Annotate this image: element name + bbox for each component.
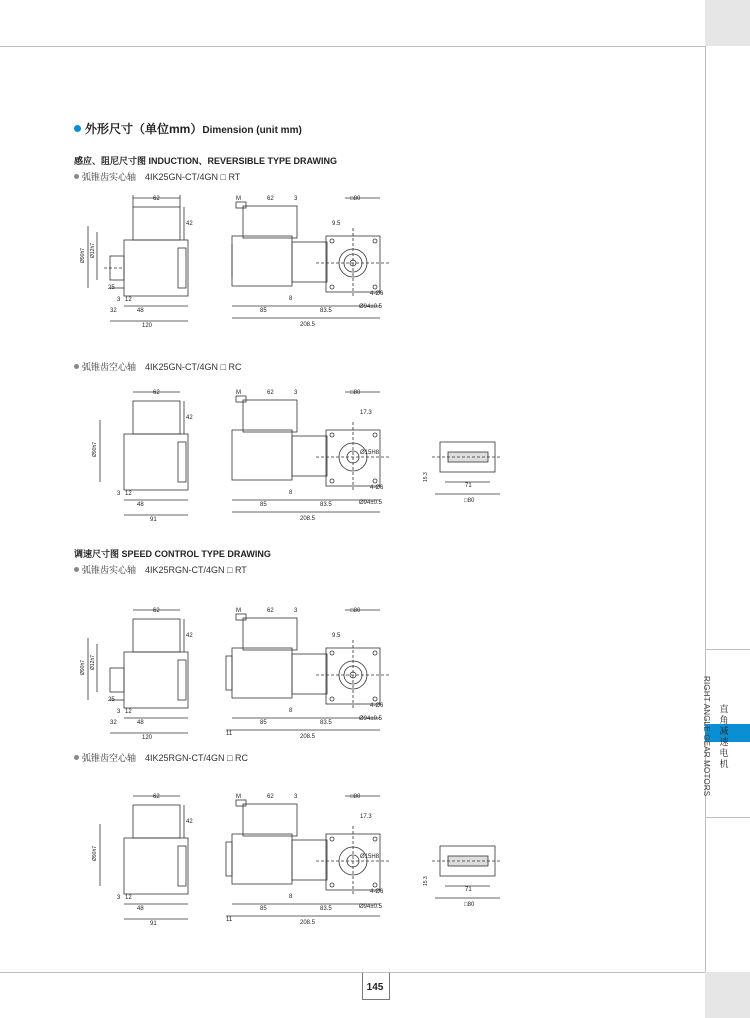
- dim-85: 85: [260, 906, 267, 912]
- dim-phi90: Ø90h7: [80, 659, 86, 675]
- drawing-2: [70, 382, 510, 527]
- bottom-rule: [0, 972, 705, 973]
- dim-3: 3: [117, 297, 121, 303]
- dim-8: 8: [289, 296, 293, 302]
- sidebar-top-block: [705, 0, 750, 46]
- dim-208-5: 208.5: [300, 734, 316, 740]
- dim-phi15: Ø15H8: [360, 450, 380, 456]
- title-bullet-icon: [74, 125, 81, 132]
- dim-91: 91: [150, 921, 157, 927]
- section-title: [74, 120, 302, 137]
- bullet-icon: [74, 567, 79, 572]
- dim-17-3: 17.3: [360, 410, 372, 416]
- dim-phi94: Ø94±0.5: [359, 304, 382, 310]
- dim-3: 3: [117, 895, 121, 901]
- dim-15-3: 15.3: [423, 472, 429, 482]
- dim-42: 42: [186, 633, 193, 639]
- speed-heading: 调速尺寸图 SPEED CONTROL TYPE DRAWING: [74, 549, 271, 559]
- dim-3: 3: [117, 491, 121, 497]
- dim-11: 11: [226, 731, 233, 737]
- bullet-icon: [74, 364, 79, 369]
- dim-8: 8: [289, 894, 293, 900]
- dim-80: □80: [350, 608, 361, 614]
- dim-3b: 3: [294, 794, 298, 800]
- dim-phi12: Ø12h7: [90, 242, 96, 258]
- dim-17-3: 17.3: [360, 814, 372, 820]
- model-label: 弧锥齿实心轴 4IK25RGN-CT/4GN □ RT: [82, 565, 247, 575]
- bullet-icon: [74, 755, 79, 760]
- front-view: [88, 195, 188, 321]
- model-label: 弧锥齿实心轴 4IK25GN-CT/4GN □ RT: [82, 172, 241, 182]
- sidebar-label-cn: 直角减速电机: [719, 704, 729, 769]
- dim-85: 85: [260, 720, 267, 726]
- dim-85: 85: [260, 308, 267, 314]
- dim-3: 3: [117, 709, 121, 715]
- dim-25: 25: [108, 697, 115, 703]
- dim-120: 120: [142, 735, 153, 741]
- motor-label: M: [236, 794, 241, 800]
- side-view: [232, 198, 390, 318]
- dim-62: 62: [153, 390, 160, 396]
- motor-label: M: [236, 390, 241, 396]
- dim-48: 48: [137, 308, 144, 314]
- dim-4-6: 4-Ø6: [370, 703, 384, 709]
- right-rule: [705, 0, 706, 1018]
- dim-3b: 3: [294, 390, 298, 396]
- dim-phi90: Ø90h7: [92, 441, 98, 457]
- sidebar-rule-2: [705, 817, 750, 818]
- dim-42: 42: [186, 415, 193, 421]
- dim-80: □80: [350, 390, 361, 396]
- dim-208-5: 208.5: [300, 920, 316, 926]
- dim-80: □80: [350, 794, 361, 800]
- induction-heading: 感应、阻尼尺寸图 INDUCTION、REVERSIBLE TYPE DRAWING: [74, 156, 338, 166]
- dim-phi15: Ø15H8: [360, 854, 380, 860]
- dim-3b: 3: [294, 196, 298, 202]
- dim-62b: 62: [267, 390, 274, 396]
- dim-phi94: Ø94±0.5: [359, 904, 382, 910]
- model-label: 弧锥齿空心轴 4IK25RGN-CT/4GN □ RC: [82, 753, 248, 763]
- dim-9-5: 9.5: [332, 221, 341, 227]
- dim-phi12: Ø12h7: [90, 654, 96, 670]
- page-number: 145: [366, 982, 384, 993]
- dim-12: 12: [125, 491, 132, 497]
- model-line-2: [74, 360, 241, 373]
- dim-208-5: 208.5: [300, 322, 316, 328]
- title-en: Dimension (unit mm): [202, 125, 302, 136]
- dim-4-6: 4-Ø6: [370, 485, 384, 491]
- dim-62: 62: [153, 608, 160, 614]
- dim-62b: 62: [267, 196, 274, 202]
- dim-8: 8: [289, 490, 293, 496]
- dim-48: 48: [137, 906, 144, 912]
- dim-11: 11: [226, 917, 233, 923]
- dim-phi94: Ø94±0.5: [359, 500, 382, 506]
- front-view: [88, 610, 188, 733]
- dim-phi90: Ø90h7: [92, 845, 98, 861]
- model-line-4: [74, 751, 248, 764]
- dim-83-5: 83.5: [320, 502, 332, 508]
- dim-83-5: 83.5: [320, 906, 332, 912]
- dim-3b: 3: [294, 608, 298, 614]
- technical-drawing-speed-rt: [70, 600, 400, 745]
- sidebar-rule-1: [705, 649, 750, 650]
- dim-120: 120: [142, 323, 153, 329]
- drawing-3: [70, 600, 400, 745]
- technical-drawing-rt: [70, 188, 400, 333]
- dim-32: 32: [110, 720, 117, 726]
- top-rule: [0, 46, 705, 47]
- dim-71: 71: [465, 887, 472, 893]
- front-view: [100, 392, 188, 515]
- model-line-1: [74, 170, 240, 183]
- dim-42: 42: [186, 819, 193, 825]
- front-view: [100, 796, 188, 919]
- dim-62: 62: [153, 794, 160, 800]
- model-line-3: [74, 563, 247, 576]
- motor-label: M: [236, 196, 241, 202]
- side-view: [226, 610, 390, 730]
- dim-9-5: 9.5: [332, 633, 341, 639]
- dim-15-3: 15.3: [423, 876, 429, 886]
- dim-48: 48: [137, 720, 144, 726]
- dim-4-6: 4-Ø6: [370, 291, 384, 297]
- motor-label: M: [236, 608, 241, 614]
- dim-12: 12: [125, 297, 132, 303]
- dim-62b: 62: [267, 794, 274, 800]
- dim-phi90: Ø90h7: [80, 247, 86, 263]
- dim-91: 91: [150, 517, 157, 523]
- dim-62b: 62: [267, 608, 274, 614]
- dim-12: 12: [125, 895, 132, 901]
- drawing-1: [70, 188, 400, 333]
- dim-71: 71: [465, 483, 472, 489]
- dim-208-5: 208.5: [300, 516, 316, 522]
- dim-80b: □80: [464, 902, 475, 908]
- sidebar-label-en: RIGHT ANGLE GEAR MOTORS: [702, 676, 711, 797]
- dim-4-6: 4-Ø6: [370, 889, 384, 895]
- dim-25: 25: [108, 285, 115, 291]
- dim-80b: □80: [464, 498, 475, 504]
- dim-32: 32: [110, 308, 117, 314]
- drawing-4: [70, 786, 510, 931]
- dim-phi94: Ø94±0.5: [359, 716, 382, 722]
- dim-8: 8: [289, 708, 293, 714]
- title-cn: 外形尺寸（单位mm）: [85, 122, 203, 136]
- dim-42: 42: [186, 221, 193, 227]
- dim-48: 48: [137, 502, 144, 508]
- dim-83-5: 83.5: [320, 308, 332, 314]
- dim-83-5: 83.5: [320, 720, 332, 726]
- bullet-icon: [74, 174, 79, 179]
- technical-drawing-speed-rc: [70, 786, 510, 931]
- technical-drawing-rc: [70, 382, 510, 527]
- sidebar-bottom-block: [705, 972, 750, 1018]
- dim-85: 85: [260, 502, 267, 508]
- dim-80: □80: [350, 196, 361, 202]
- model-label: 弧锥齿空心轴 4IK25GN-CT/4GN □ RC: [82, 362, 242, 372]
- dim-62: 62: [153, 196, 160, 202]
- dim-12: 12: [125, 709, 132, 715]
